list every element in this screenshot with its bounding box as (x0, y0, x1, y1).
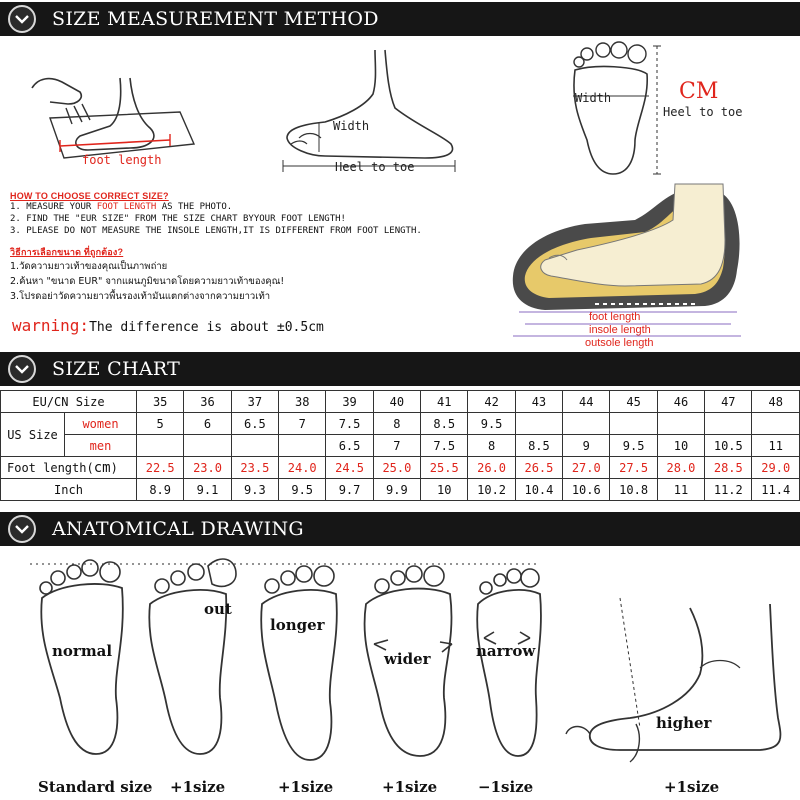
cell-women-40: 8 (373, 413, 420, 435)
cell-foot-length-42: 26.0 (468, 457, 515, 479)
howto-thai-line-2: 2.ค้นหา "ขนาด EUR" จากแผนภูมิขนาดโดยความยาวเท้าของคุณ! (10, 276, 285, 287)
cell-foot-length-40: 25.0 (373, 457, 420, 479)
cell-eu-35: 35 (137, 391, 184, 413)
caption-out: +1size (170, 778, 226, 796)
cell-foot-length-39: 24.5 (326, 457, 373, 479)
heel-to-toe-label: Heel to toe (335, 160, 415, 174)
cell-men-47: 10.5 (705, 435, 752, 457)
inch-label: Inch (1, 479, 137, 501)
cell-men-40: 7 (373, 435, 420, 457)
row-inch (1, 479, 800, 501)
how-to-choose-block (10, 191, 500, 304)
howto-line-1: 1. MEASURE YOUR FOOT LENGTH AS THE PHOTO. (10, 202, 233, 212)
row-eu (1, 391, 800, 413)
cell-foot-length-37: 23.5 (231, 457, 278, 479)
cm-label: CM (679, 79, 719, 104)
cell-inch-42: 10.2 (468, 479, 515, 501)
foot-higher (566, 598, 780, 762)
cell-eu-40: 40 (373, 391, 420, 413)
foot-measure-sketch (10, 48, 200, 178)
caption-standard: Standard size (38, 778, 153, 796)
cell-foot-length-38: 24.0 (279, 457, 326, 479)
cell-women-35: 5 (137, 413, 184, 435)
label-normal: normal (52, 642, 113, 660)
cell-women-45 (610, 413, 657, 435)
cell-eu-47: 47 (705, 391, 752, 413)
howto-line-2: 2. FIND THE "EUR SIZE" FROM THE SIZE CHART BYYOUR FOOT LENGTH! (10, 214, 346, 224)
cell-eu-37: 37 (231, 391, 278, 413)
label-longer: longer (270, 616, 325, 634)
cell-men-39: 6.5 (326, 435, 373, 457)
cell-inch-37: 9.3 (231, 479, 278, 501)
cell-women-36: 6 (184, 413, 231, 435)
cell-inch-40: 9.9 (373, 479, 420, 501)
shoe-cutaway-diagram (505, 180, 755, 350)
row-women (1, 413, 800, 435)
chevron-down-icon (8, 355, 36, 383)
cell-inch-38: 9.5 (279, 479, 326, 501)
foot-length-label: foot length (82, 153, 162, 167)
howto-thai-line-1: 1.วัดความยาวเท้าของคุณเป็นภาพถ่าย (10, 261, 168, 272)
cell-men-36 (184, 435, 231, 457)
cell-men-45: 9.5 (610, 435, 657, 457)
cell-inch-44: 10.6 (563, 479, 610, 501)
row-men (1, 435, 800, 457)
cell-eu-44: 44 (563, 391, 610, 413)
cell-foot-length-36: 23.0 (184, 457, 231, 479)
heel-to-toe-label-2: Heel to toe (663, 105, 743, 119)
section-header-chart (0, 352, 800, 386)
caption-higher: +1size (664, 778, 720, 796)
section-title: ANATOMICAL DRAWING (52, 518, 304, 540)
warning-text: The difference is about ±0.5cm (89, 320, 324, 335)
cell-foot-length-41: 25.5 (421, 457, 468, 479)
chevron-down-icon (8, 5, 36, 33)
cell-men-41: 7.5 (421, 435, 468, 457)
foot-length-row-label: Foot length(cm) (1, 457, 137, 479)
us-size-label: US Size (1, 413, 65, 457)
cell-inch-36: 9.1 (184, 479, 231, 501)
cell-men-37 (231, 435, 278, 457)
cell-foot-length-35: 22.5 (137, 457, 184, 479)
cell-eu-36: 36 (184, 391, 231, 413)
women-label: women (65, 413, 137, 435)
men-label: men (65, 435, 137, 457)
warning-label: warning: (12, 316, 90, 335)
foot-longer (261, 566, 337, 760)
cell-inch-46: 11 (657, 479, 704, 501)
cell-women-47 (705, 413, 752, 435)
cell-men-44: 9 (563, 435, 610, 457)
section-title: SIZE CHART (52, 358, 181, 380)
warning-note (12, 316, 324, 335)
section-header-anatomy (0, 512, 800, 546)
caption-wider: +1size (382, 778, 438, 796)
cell-inch-43: 10.4 (515, 479, 562, 501)
cell-inch-47: 11.2 (705, 479, 752, 501)
section-title: SIZE MEASUREMENT METHOD (52, 8, 379, 30)
foot-narrow (477, 569, 541, 756)
cell-men-42: 8 (468, 435, 515, 457)
cell-inch-48: 11.4 (752, 479, 800, 501)
anatomical-drawing (0, 548, 800, 800)
cell-foot-length-44: 27.0 (563, 457, 610, 479)
cell-eu-38: 38 (279, 391, 326, 413)
howto-thai-heading: วิธีการเลือกขนาด ที่ถูกต้อง? (10, 247, 124, 257)
row-foot-length (1, 457, 800, 479)
cell-men-43: 8.5 (515, 435, 562, 457)
cell-eu-48: 48 (752, 391, 800, 413)
cell-eu-41: 41 (421, 391, 468, 413)
cell-foot-length-48: 29.0 (752, 457, 800, 479)
cell-women-46 (657, 413, 704, 435)
cell-eu-42: 42 (468, 391, 515, 413)
cell-women-41: 8.5 (421, 413, 468, 435)
cell-eu-43: 43 (515, 391, 562, 413)
cell-women-42: 9.5 (468, 413, 515, 435)
howto-thai-line-3: 3.โปรดอย่าวัดความยาวพื้นรองเท้ามันแตกต่างจากความยาวเท้า (10, 291, 271, 302)
cell-men-35 (137, 435, 184, 457)
cell-men-46: 10 (657, 435, 704, 457)
shoe-label-insole: insole length (589, 324, 651, 336)
width-label-2: Width (575, 91, 612, 105)
cell-women-39: 7.5 (326, 413, 373, 435)
sole-outline-sketch (555, 40, 795, 180)
label-wider: wider (384, 650, 431, 668)
howto-heading: HOW TO CHOOSE CORRECT SIZE? (10, 191, 169, 201)
side-foot-sketch (275, 44, 475, 179)
eu-size-label: EU/CN Size (1, 391, 137, 413)
cell-women-44 (563, 413, 610, 435)
cell-foot-length-45: 27.5 (610, 457, 657, 479)
section-header-measurement (0, 2, 800, 36)
caption-narrow: −1size (478, 778, 534, 796)
size-chart-table (0, 390, 800, 501)
cell-eu-45: 45 (610, 391, 657, 413)
foot-out (149, 559, 236, 754)
cell-women-43 (515, 413, 562, 435)
howto-line-3: 3. PLEASE DO NOT MEASURE THE INSOLE LENGTH,IT IS DIFFERENT FROM FOOT LENGTH. (10, 226, 422, 236)
cell-men-38 (279, 435, 326, 457)
shoe-label-outsole: outsole length (585, 337, 654, 349)
label-narrow: narrow (476, 642, 536, 660)
cell-foot-length-43: 26.5 (515, 457, 562, 479)
label-out: out (204, 600, 232, 618)
cell-eu-46: 46 (657, 391, 704, 413)
cell-women-38: 7 (279, 413, 326, 435)
cell-inch-39: 9.7 (326, 479, 373, 501)
cell-inch-41: 10 (421, 479, 468, 501)
chevron-down-icon (8, 515, 36, 543)
cell-women-37: 6.5 (231, 413, 278, 435)
cell-men-48: 11 (752, 435, 800, 457)
cell-foot-length-47: 28.5 (705, 457, 752, 479)
shoe-label-foot: foot length (589, 311, 641, 323)
cell-women-48 (752, 413, 800, 435)
cell-foot-length-46: 28.0 (657, 457, 704, 479)
label-higher: higher (656, 714, 712, 732)
cell-inch-35: 8.9 (137, 479, 184, 501)
width-label: Width (333, 119, 370, 133)
cell-inch-45: 10.8 (610, 479, 657, 501)
cell-eu-39: 39 (326, 391, 373, 413)
caption-longer: +1size (278, 778, 334, 796)
